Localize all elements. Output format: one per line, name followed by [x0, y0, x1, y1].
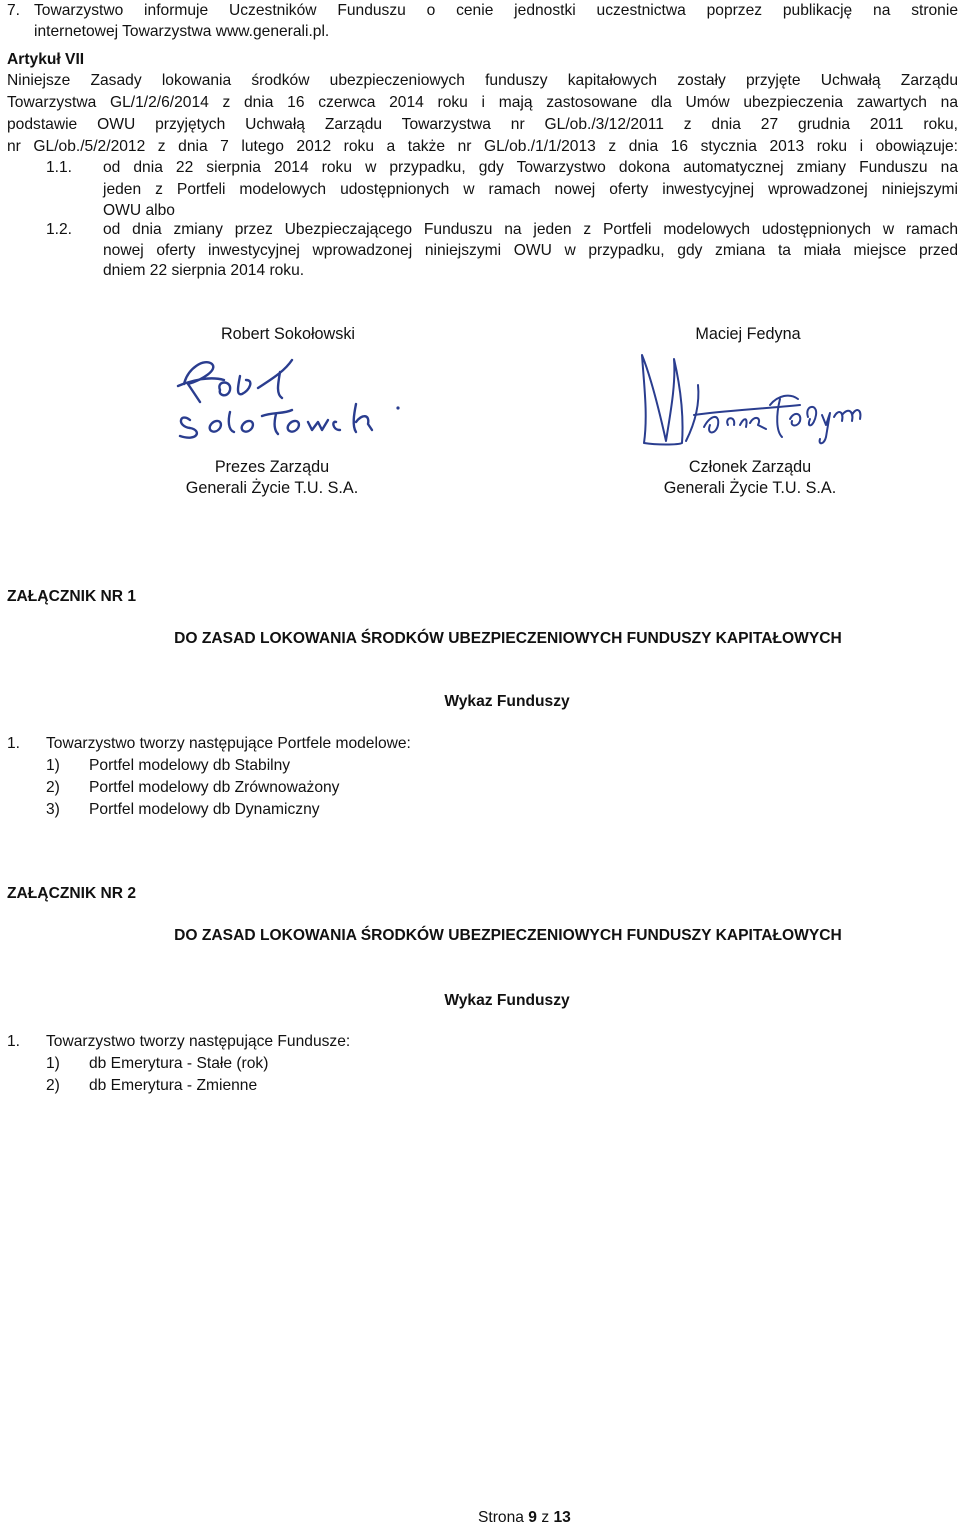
signatory-company: Generali Życie T.U. S.A.: [185, 479, 359, 497]
list-item: Portfel modelowy db Stabilny: [89, 757, 291, 774]
article-line-2: Towarzystwa GL/1/2/6/2014 z dnia 16 czerwca 2014 roku i mają zastosowane dla Umów ubezpieczenia zawartych na: [7, 94, 958, 111]
footer-separator: z: [541, 1509, 550, 1526]
signature-image: [160, 350, 420, 445]
list-item: db Emerytura - Zmienne: [89, 1077, 258, 1094]
subsection-1-line-1: od dnia 22 sierpnia 2014 roku w przypadku, gdy Towarzystwo dokona automatycznej zmiany Funduszu na: [103, 159, 958, 176]
subsection-2-line-1: od dnia zmiany przez Ubezpieczającego Funduszu na jeden z Portfeli modelowych udostępnionych w ramach: [103, 221, 958, 238]
footer-prefix: Strona: [478, 1509, 524, 1526]
signatory-name: Maciej Fedyna: [695, 325, 801, 343]
signature-robert-sokolowski: [160, 350, 420, 445]
item7-text-line2: internetowej Towarzystwa www.generali.pl.: [34, 23, 330, 40]
article-line-4: nr GL/ob./5/2/2012 z dnia 7 lutego 2012 roku a także nr GL/ob./1/1/2013 z dnia 16 stycznia 2013 roku i obowiązuje:: [7, 138, 958, 155]
list-item: Portfel modelowy db Zrównoważony: [89, 779, 340, 796]
total-pages: 13: [553, 1509, 571, 1526]
signature-maciej-fedyna: [630, 345, 870, 455]
list-item-number: 1): [46, 1055, 60, 1072]
current-page: 9: [528, 1509, 537, 1526]
list-number: 1.: [7, 735, 21, 752]
subsection-number: 1.2.: [46, 221, 73, 238]
signatory-role: Członek Zarządu: [688, 458, 812, 476]
signature-image: [630, 345, 870, 455]
annex-subtitle: DO ZASAD LOKOWANIA ŚRODKÓW UBEZPIECZENIOWYCH FUNDUSZY KAPITAŁOWYCH: [174, 630, 842, 647]
item-number: 7.: [7, 2, 21, 19]
list-item-number: 3): [46, 801, 60, 818]
subsection-1-line-2: jeden z Portfeli modelowych udostępnionych w ramach nowej oferty inwestycyjnej wprowadzonej niniejszymi: [103, 181, 958, 198]
annex-list-title: Wykaz Funduszy: [444, 693, 570, 710]
annex-title: ZAŁĄCZNIK NR 1: [7, 588, 137, 605]
subsection-1-line-3: OWU albo: [103, 202, 175, 219]
signatory-name: Robert Sokołowski: [220, 325, 356, 343]
annex-list-title: Wykaz Funduszy: [444, 992, 570, 1009]
list-number: 1.: [7, 1033, 21, 1050]
article-line-1: Niniejsze Zasady lokowania środków ubezpieczeniowych funduszy kapitałowych zostały przyjęte Uchwałą Zarządu: [7, 72, 958, 89]
annex-subtitle: DO ZASAD LOKOWANIA ŚRODKÓW UBEZPIECZENIOWYCH FUNDUSZY KAPITAŁOWYCH: [174, 927, 842, 944]
subsection-2-line-3: dniem 22 sierpnia 2014 roku.: [103, 262, 305, 279]
list-item: Portfel modelowy db Dynamiczny: [89, 801, 320, 818]
list-item: db Emerytura - Stałe (rok): [89, 1055, 269, 1072]
article-heading: Artykuł VII: [7, 51, 85, 68]
signatory-company: Generali Życie T.U. S.A.: [663, 479, 837, 497]
item7-text-line1: Towarzystwo informuje Uczestników Funduszu o cenie jednostki uczestnictwa poprzez publikację na stronie: [34, 2, 958, 19]
list-item-number: 2): [46, 1077, 60, 1094]
signatory-role: Prezes Zarządu: [214, 458, 330, 476]
annex-intro: Towarzystwo tworzy następujące Portfele modelowe:: [46, 735, 411, 752]
list-item-number: 2): [46, 779, 60, 796]
subsection-number: 1.1.: [46, 159, 73, 176]
subsection-2-line-2: nowej oferty inwestycyjnej wprowadzonej niniejszymi OWU w przypadku, gdy zmiana ta miała miejsce przed: [103, 242, 958, 259]
article-line-3: podstawie OWU przyjętych Uchwałą Zarządu Towarzystwa nr GL/ob./3/12/2011 z dnia 27 grudnia 2011 roku,: [7, 116, 958, 133]
list-item-number: 1): [46, 757, 60, 774]
annex-title: ZAŁĄCZNIK NR 2: [7, 885, 137, 902]
annex-intro: Towarzystwo tworzy następujące Fundusze:: [46, 1033, 351, 1050]
